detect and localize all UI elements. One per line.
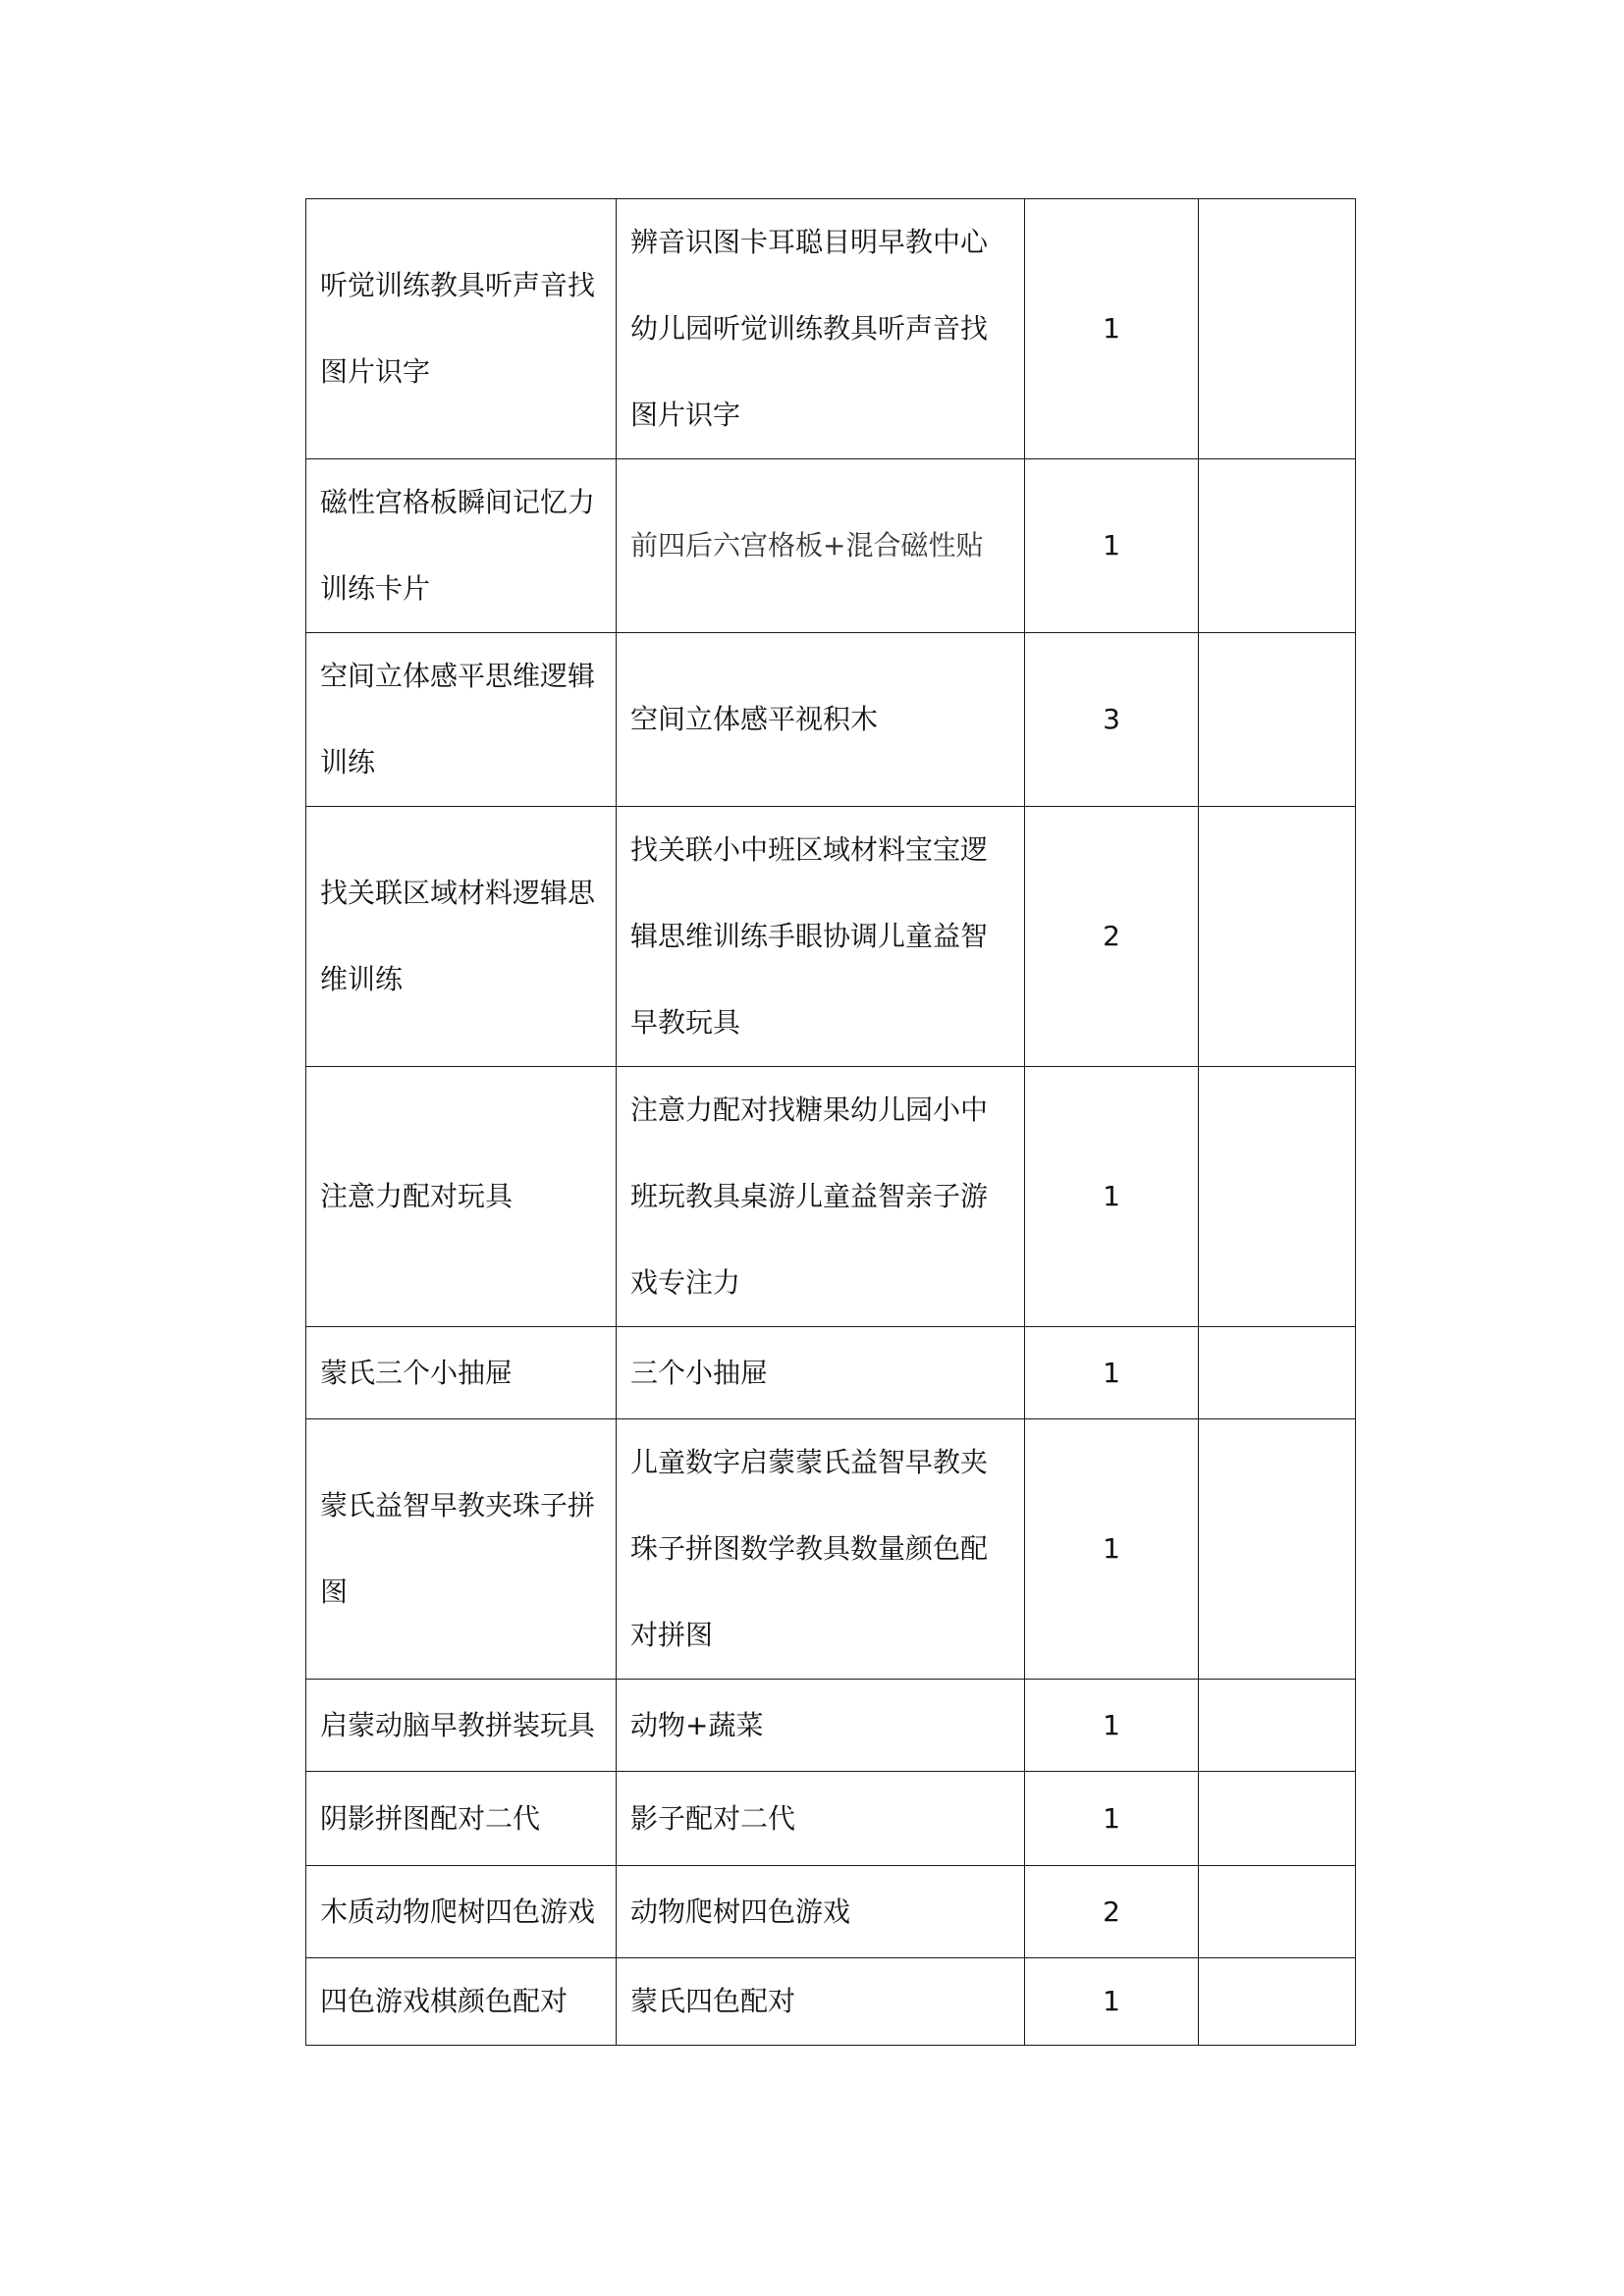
item-note-cell bbox=[1199, 459, 1356, 633]
table-row bbox=[306, 1067, 1356, 1327]
item-name-cell: 四色游戏棋颜色配对 bbox=[306, 1958, 617, 2046]
item-note-cell bbox=[1199, 199, 1356, 459]
item-spec-cell: 注意力配对找糖果幼儿园小中班玩教具桌游儿童益智亲子游戏专注力 bbox=[617, 1067, 1025, 1327]
item-qty-cell: 1 bbox=[1025, 459, 1199, 633]
table-row bbox=[306, 1327, 1356, 1419]
item-spec-cell: 蒙氏四色配对 bbox=[617, 1958, 1025, 2046]
item-name-cell: 空间立体感平思维逻辑训练 bbox=[306, 633, 617, 807]
item-note-cell bbox=[1199, 1327, 1356, 1419]
item-note-cell bbox=[1199, 1866, 1356, 1958]
item-qty-cell: 1 bbox=[1025, 1772, 1199, 1866]
item-spec-cell: 辨音识图卡耳聪目明早教中心幼儿园听觉训练教具听声音找图片识字 bbox=[617, 199, 1025, 459]
item-spec-cell: 空间立体感平视积木 bbox=[617, 633, 1025, 807]
item-qty-cell: 3 bbox=[1025, 633, 1199, 807]
item-name-cell: 蒙氏三个小抽屉 bbox=[306, 1327, 617, 1419]
item-name-cell: 磁性宫格板瞬间记忆力训练卡片 bbox=[306, 459, 617, 633]
item-name-cell: 启蒙动脑早教拼装玩具 bbox=[306, 1680, 617, 1772]
item-qty-cell: 1 bbox=[1025, 1419, 1199, 1680]
item-qty-cell: 2 bbox=[1025, 1866, 1199, 1958]
item-spec-cell: 三个小抽屉 bbox=[617, 1327, 1025, 1419]
item-name-cell: 注意力配对玩具 bbox=[306, 1067, 617, 1327]
item-note-cell bbox=[1199, 1772, 1356, 1866]
table-row bbox=[306, 633, 1356, 807]
item-note-cell bbox=[1199, 1067, 1356, 1327]
item-note-cell bbox=[1199, 633, 1356, 807]
table-row bbox=[306, 1958, 1356, 2046]
item-qty-cell: 2 bbox=[1025, 807, 1199, 1067]
table-row bbox=[306, 1772, 1356, 1866]
item-note-cell bbox=[1199, 1958, 1356, 2046]
item-name-cell: 听觉训练教具听声音找图片识字 bbox=[306, 199, 617, 459]
item-name-cell: 找关联区域材料逻辑思维训练 bbox=[306, 807, 617, 1067]
table-row bbox=[306, 807, 1356, 1067]
item-spec-cell: 动物+蔬菜 bbox=[617, 1680, 1025, 1772]
item-spec-cell: 前四后六宫格板+混合磁性贴 bbox=[617, 459, 1025, 633]
item-qty-cell: 1 bbox=[1025, 1958, 1199, 2046]
item-name-cell: 阴影拼图配对二代 bbox=[306, 1772, 617, 1866]
table-row bbox=[306, 1419, 1356, 1680]
table-row bbox=[306, 1866, 1356, 1958]
item-note-cell bbox=[1199, 807, 1356, 1067]
item-qty-cell: 1 bbox=[1025, 1067, 1199, 1327]
item-spec-cell: 儿童数字启蒙蒙氏益智早教夹珠子拼图数学教具数量颜色配对拼图 bbox=[617, 1419, 1025, 1680]
item-spec-cell: 动物爬树四色游戏 bbox=[617, 1866, 1025, 1958]
item-qty-cell: 1 bbox=[1025, 1327, 1199, 1419]
item-name-cell: 木质动物爬树四色游戏 bbox=[306, 1866, 617, 1958]
item-note-cell bbox=[1199, 1680, 1356, 1772]
table-row bbox=[306, 1680, 1356, 1772]
item-qty-cell: 1 bbox=[1025, 1680, 1199, 1772]
item-spec-cell: 找关联小中班区域材料宝宝逻辑思维训练手眼协调儿童益智早教玩具 bbox=[617, 807, 1025, 1067]
item-spec-cell: 影子配对二代 bbox=[617, 1772, 1025, 1866]
materials-table bbox=[305, 198, 1356, 2046]
item-name-cell: 蒙氏益智早教夹珠子拼图 bbox=[306, 1419, 617, 1680]
table-row bbox=[306, 459, 1356, 633]
item-note-cell bbox=[1199, 1419, 1356, 1680]
table-row bbox=[306, 199, 1356, 459]
item-qty-cell: 1 bbox=[1025, 199, 1199, 459]
